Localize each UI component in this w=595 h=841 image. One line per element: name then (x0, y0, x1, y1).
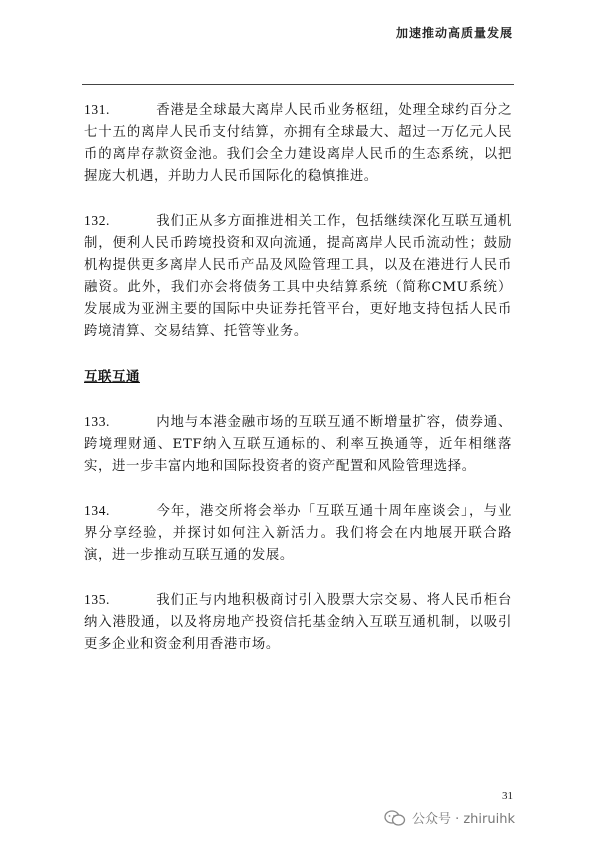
paragraph-text: 内地与本港金融市场的互联互通不断增量扩容，债券通、跨境理财通、ETF纳入互联互通标的、利率互换通等，近年相继落实，进一步丰富内地和国际投资者的资产配置和风险管理选择。 (84, 415, 512, 474)
paragraph-text: 今年，港交所将会举办「互联互通十周年座谈会」，与业界分享经验，并探讨如何注入新活力。我们将会在内地展开联合路演，进一步推动互联互通的发展。 (84, 504, 512, 563)
paragraph-134 (84, 500, 512, 567)
wechat-icon (384, 810, 406, 826)
paragraph-number: 135. (84, 592, 111, 607)
page-number: 31 (502, 790, 513, 802)
paragraph-number: 133. (84, 414, 111, 429)
paragraph-text: 我们正与内地积极商讨引入股票大宗交易、将人民币柜台纳入港股通，以及将房地产投资信托基金纳入互联互通机制，以吸引更多企业和资金利用香港市场。 (84, 593, 512, 652)
paragraph-number: 131. (84, 102, 111, 117)
header-title: 加速推动高质量发展 (395, 26, 513, 40)
paragraph-135 (84, 589, 512, 656)
paragraph-133 (84, 411, 512, 478)
paragraph-number: 134. (84, 503, 111, 518)
paragraph-text: 我们正从多方面推进相关工作，包括继续深化互联互通机制，便利人民币跨境投资和双向流通，提高离岸人民币流动性；鼓励机构提供更多离岸人民币产品及风险管理工具，以及在港进行人民币融资。此外，我们亦会将债务工具中央结算系统（简称CMU系统）发展成为亚洲主要的国际中央证券托管平台，更好地支持包括人民币跨境清算、交易结算、托管等业务。 (84, 214, 512, 339)
document-body (84, 99, 512, 678)
header-divider (82, 84, 514, 85)
paragraph-132 (84, 210, 512, 343)
paragraph-number: 132. (84, 213, 111, 228)
watermark (384, 808, 515, 827)
paragraph-131 (84, 99, 512, 188)
watermark-text: 公众号 · zhiruihk (411, 812, 515, 827)
paragraph-text: 香港是全球最大离岸人民币业务枢纽，处理全球约百分之七十五的离岸人民币支付结算，亦拥有全球最大、超过一万亿元人民币的离岸存款资金池。我们会全力建设离岸人民币的生态系统，以把握庞大机遇，并助力人民币国际化的稳慎推进。 (84, 103, 512, 184)
section-heading: 互联互通 (84, 369, 140, 385)
